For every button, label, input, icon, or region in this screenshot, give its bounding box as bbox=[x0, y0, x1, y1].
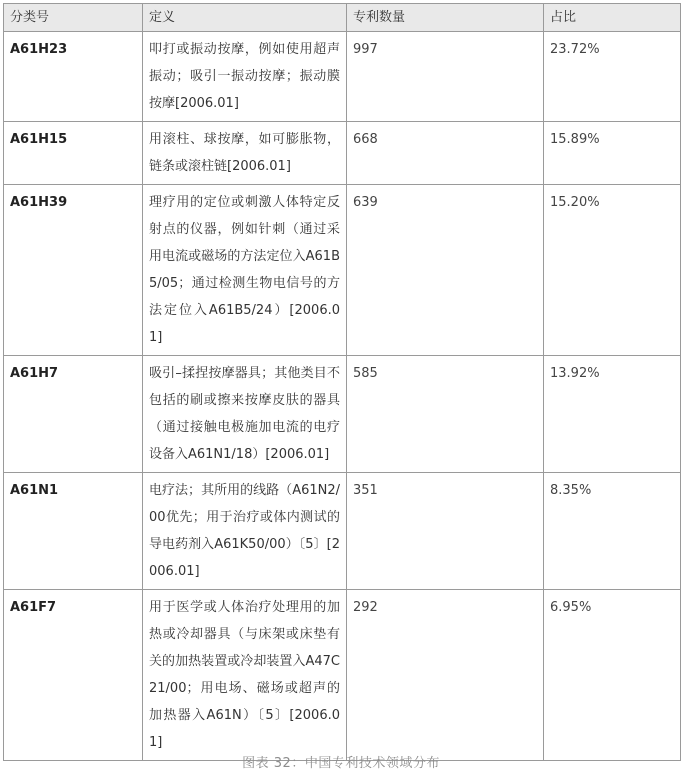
cell-share: 13.92% bbox=[544, 356, 681, 473]
cell-share: 15.89% bbox=[544, 122, 681, 185]
cell-count: 668 bbox=[347, 122, 544, 185]
table-row bbox=[4, 356, 681, 473]
cell-definition: 吸引–揉捏按摩器具；其他类目不包括的刷或擦来按摩皮肤的器具（通过接触电极施加电流的电疗设备入A61N1/18）[2006.01] bbox=[143, 356, 347, 473]
cell-code: A61H7 bbox=[4, 356, 143, 473]
cell-definition: 电疗法；其所用的线路（A61N2/00优先；用于治疗或体内测试的导电药剂入A61K50/00）〔5〕[2006.01] bbox=[143, 473, 347, 590]
cell-count: 585 bbox=[347, 356, 544, 473]
header-definition: 定义 bbox=[143, 4, 347, 32]
cell-code: A61F7 bbox=[4, 590, 143, 761]
cell-code: A61H15 bbox=[4, 122, 143, 185]
table-row bbox=[4, 32, 681, 122]
table-row bbox=[4, 590, 681, 761]
cell-share: 6.95% bbox=[544, 590, 681, 761]
cell-code: A61H39 bbox=[4, 185, 143, 356]
table-row bbox=[4, 122, 681, 185]
cell-definition: 叩打或振动按摩，例如使用超声振动；吸引一振动按摩；振动膜按摩[2006.01] bbox=[143, 32, 347, 122]
cell-count: 351 bbox=[347, 473, 544, 590]
cell-share: 23.72% bbox=[544, 32, 681, 122]
cell-share: 8.35% bbox=[544, 473, 681, 590]
cell-code: A61N1 bbox=[4, 473, 143, 590]
cell-count: 997 bbox=[347, 32, 544, 122]
cell-count: 639 bbox=[347, 185, 544, 356]
cell-share: 15.20% bbox=[544, 185, 681, 356]
table-row bbox=[4, 185, 681, 356]
table-row bbox=[4, 473, 681, 590]
header-share: 占比 bbox=[544, 4, 681, 32]
table-caption: 图表 32：中国专利技术领域分布 bbox=[242, 756, 440, 771]
cell-code: A61H23 bbox=[4, 32, 143, 122]
cell-definition: 用于医学或人体治疗处理用的加热或冷却器具（与床架或床垫有关的加热装置或冷却装置入A47C21/00；用电场、磁场或超声的加热器入A61N）〔5〕[2006.01] bbox=[143, 590, 347, 761]
table-header-row bbox=[4, 4, 681, 32]
cell-count: 292 bbox=[347, 590, 544, 761]
patent-table-container bbox=[3, 3, 680, 761]
header-code: 分类号 bbox=[4, 4, 143, 32]
cell-definition: 用滚柱、球按摩，如可膨胀物，链条或滚柱链[2006.01] bbox=[143, 122, 347, 185]
cell-definition: 理疗用的定位或刺激人体特定反射点的仪器，例如针刺（通过采用电流或磁场的方法定位入A61B5/05；通过检测生物电信号的方法定位入A61B5/24）[2006.01] bbox=[143, 185, 347, 356]
patent-classification-table bbox=[3, 3, 681, 761]
header-count: 专利数量 bbox=[347, 4, 544, 32]
